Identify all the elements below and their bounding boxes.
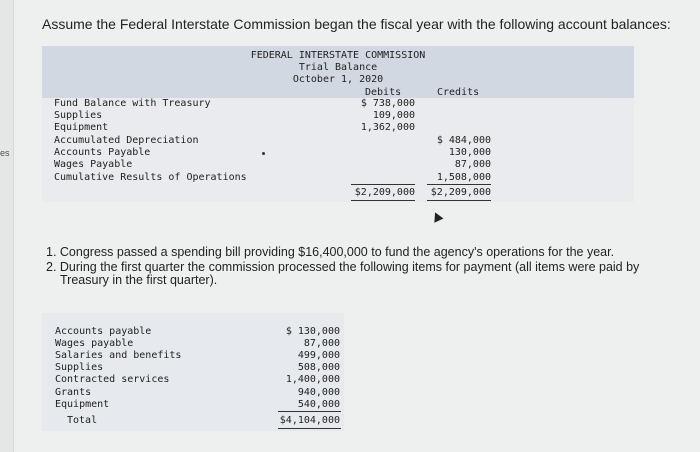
debit-amount: 109,000 (372, 110, 415, 121)
payment-total-amount: $4,104,000 (279, 415, 340, 426)
mouse-cursor-icon (431, 210, 444, 222)
payment-item-name: Accounts payable (55, 326, 152, 337)
payment-item-amount: 540,000 (297, 399, 340, 410)
debits-header: Debits (365, 87, 402, 98)
payment-item-name: Supplies (55, 362, 104, 373)
trial-balance-date: October 1, 2020 (292, 74, 384, 85)
payment-item-name: Contracted services (55, 374, 170, 385)
credit-amount: $ 484,000 (436, 135, 491, 146)
credits-header: Credits (437, 87, 480, 98)
payment-item-amount: 499,000 (297, 350, 340, 361)
payment-total-rule (278, 428, 341, 429)
stray-mark (262, 152, 265, 155)
payment-item-amount: $ 130,000 (285, 326, 340, 337)
left-panel-edge (0, 0, 14, 452)
debit-total-rule (351, 200, 415, 201)
total-debits: $2,209,000 (354, 187, 415, 198)
account-name: Accounts Payable (54, 147, 151, 158)
question-2-line-2: Treasury in the first quarter). (60, 273, 218, 287)
credit-subtotal-rule (427, 184, 491, 185)
entity-name: FEDERAL INTERSTATE COMMISSION (250, 50, 426, 61)
debit-amount: $ 738,000 (360, 98, 415, 109)
payment-item-name: Grants (55, 387, 92, 398)
question-2-line-1: 2. During the first quarter the commission processed the following items for payment (all items were paid by (46, 260, 640, 274)
payment-item-name: Wages payable (55, 338, 134, 349)
credit-amount: 87,000 (454, 159, 491, 170)
payment-item-name: Equipment (55, 399, 110, 410)
payment-item-amount: 87,000 (303, 338, 340, 349)
debit-amount: 1,362,000 (360, 122, 415, 133)
intro-text: Assume the Federal Interstate Commission began the fiscal year with the following account balances: (42, 16, 671, 32)
edge-label: es (0, 148, 10, 158)
payment-subtotal-rule (278, 411, 341, 412)
credit-total-rule (427, 200, 491, 201)
total-credits: $2,209,000 (430, 187, 491, 198)
account-name: Wages Payable (54, 159, 133, 170)
trial-balance-title: Trial Balance (298, 62, 378, 73)
account-name: Fund Balance with Treasury (54, 98, 211, 109)
credit-amount: 130,000 (448, 147, 491, 158)
account-name: Accumulated Depreciation (54, 135, 199, 146)
account-name: Supplies (54, 110, 103, 121)
payment-item-amount: 1,400,000 (285, 374, 340, 385)
debit-subtotal-rule (351, 184, 415, 185)
credit-amount: 1,508,000 (436, 172, 491, 183)
payment-item-name: Salaries and benefits (55, 350, 182, 361)
payment-item-amount: 940,000 (297, 387, 340, 398)
payment-total-label: Total (67, 415, 98, 426)
account-name: Cumulative Results of Operations (54, 172, 247, 183)
payment-item-amount: 508,000 (297, 362, 340, 373)
question-1: 1. Congress passed a spending bill providing $16,400,000 to fund the agency's operations for the year. (46, 245, 615, 259)
account-name: Equipment (54, 122, 109, 133)
